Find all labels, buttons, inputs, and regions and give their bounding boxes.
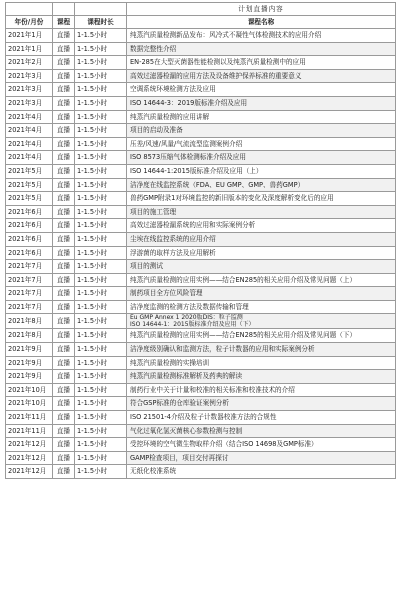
- table-row: [6, 246, 396, 260]
- month-cell: 2021年7月: [6, 260, 53, 274]
- course-name-cell: 洁净度在线监控系统（FDA、EU GMP、GMP、兽药GMP）: [127, 178, 396, 192]
- course-name-cell: 受控环境的空气微生物取样介绍（结合ISO 14698及GMP标准）: [127, 438, 396, 452]
- course-name-cell: GAMP检查项目，项目交付再探讨: [127, 451, 396, 465]
- month-cell: 2021年6月: [6, 205, 53, 219]
- column-header-duration: 课程时长: [75, 16, 127, 29]
- course-name-cell: ISO 14644-3：2019版标准介绍及应用: [127, 96, 396, 110]
- course-type-cell: 直播: [53, 438, 75, 452]
- course-name-cell: ISO 21501-4介绍及粒子计数器校准方法的合规性: [127, 411, 396, 425]
- month-cell: 2021年8月: [6, 329, 53, 343]
- table-title: 计划直播内容: [127, 3, 396, 16]
- course-name-cell: 无纸化校准系统: [127, 465, 396, 479]
- month-cell: 2021年7月: [6, 300, 53, 314]
- course-type-cell: 直播: [53, 370, 75, 384]
- month-cell: 2021年1月: [6, 42, 53, 56]
- table-row: [6, 219, 396, 233]
- duration-cell: 1-1.5小时: [75, 343, 127, 357]
- course-name-cell: 压差/风速/风量/气流流型监测案例介绍: [127, 137, 396, 151]
- course-type-cell: 直播: [53, 205, 75, 219]
- column-header-type: 课程: [53, 16, 75, 29]
- course-name-cell: ISO 14644-1:2015版标准介绍及应用（上）: [127, 164, 396, 178]
- month-cell: 2021年10月: [6, 383, 53, 397]
- course-name-cell: 纯蒸汽质量检测的应用讲解: [127, 110, 396, 124]
- course-type-cell: 直播: [53, 124, 75, 138]
- table-body: [6, 29, 396, 479]
- month-cell: 2021年9月: [6, 356, 53, 370]
- course-type-cell: 直播: [53, 56, 75, 70]
- table-row: [6, 273, 396, 287]
- table-row: [6, 151, 396, 165]
- duration-cell: 1-1.5小时: [75, 83, 127, 97]
- month-cell: 2021年3月: [6, 96, 53, 110]
- course-name-cell: 纯蒸汽质量检测的实操培训: [127, 356, 396, 370]
- course-type-cell: 直播: [53, 137, 75, 151]
- table-row: [6, 370, 396, 384]
- duration-cell: 1-1.5小时: [75, 329, 127, 343]
- schedule-table-container: [5, 2, 395, 479]
- duration-cell: 1-1.5小时: [75, 465, 127, 479]
- course-type-cell: 直播: [53, 29, 75, 43]
- duration-cell: 1-1.5小时: [75, 42, 127, 56]
- month-cell: 2021年6月: [6, 246, 53, 260]
- course-name-cell: 纯蒸汽质量检测标准解析及药典的解读: [127, 370, 396, 384]
- month-cell: 2021年4月: [6, 137, 53, 151]
- course-type-cell: 直播: [53, 178, 75, 192]
- table-row: [6, 356, 396, 370]
- course-name-cell: EN-285在大型灭菌器性能检测以及纯蒸汽质量检测中的应用: [127, 56, 396, 70]
- course-type-cell: 直播: [53, 424, 75, 438]
- course-type-cell: 直播: [53, 383, 75, 397]
- month-cell: 2021年1月: [6, 29, 53, 43]
- course-type-cell: 直播: [53, 300, 75, 314]
- course-type-cell: 直播: [53, 69, 75, 83]
- course-name-cell: 气化过氧化氢灭菌核心参数检测与控制: [127, 424, 396, 438]
- table-row: [6, 465, 396, 479]
- course-name-cell: 制药项目全方位风险管理: [127, 287, 396, 301]
- duration-cell: 1-1.5小时: [75, 56, 127, 70]
- course-name-cell: 纯蒸汽质量检测新品发布：风冷式不凝性气体检测技术的应用介绍: [127, 29, 396, 43]
- duration-cell: 1-1.5小时: [75, 370, 127, 384]
- duration-cell: 1-1.5小时: [75, 356, 127, 370]
- month-cell: 2021年6月: [6, 232, 53, 246]
- course-name-cell: 高效过滤器检漏系统的应用和实际案例分析: [127, 219, 396, 233]
- course-type-cell: 直播: [53, 219, 75, 233]
- course-type-cell: 直播: [53, 151, 75, 165]
- month-cell: 2021年8月: [6, 314, 53, 329]
- table-row: [6, 287, 396, 301]
- course-type-cell: 直播: [53, 246, 75, 260]
- month-cell: 2021年9月: [6, 370, 53, 384]
- course-name-cell: ISO 8573压缩气体检测标准介绍及应用: [127, 151, 396, 165]
- month-cell: 2021年11月: [6, 411, 53, 425]
- table-row: [6, 438, 396, 452]
- course-name-cell: 制药行业中关于计量和校准的相关标准和校准技术的介绍: [127, 383, 396, 397]
- month-cell: 2021年3月: [6, 83, 53, 97]
- course-name-cell: 纯蒸汽质量检测的应用实例——结合EN285的相关应用介绍及常见问题（下）: [127, 329, 396, 343]
- duration-cell: 1-1.5小时: [75, 178, 127, 192]
- course-name-cell: 空调系统环境检测方法及应用: [127, 83, 396, 97]
- duration-cell: 1-1.5小时: [75, 151, 127, 165]
- table-row: [6, 124, 396, 138]
- course-name-cell: 项目的测试: [127, 260, 396, 274]
- column-header-month: 年份/月份: [6, 16, 53, 29]
- table-row: [6, 178, 396, 192]
- table-header-row: [6, 16, 396, 29]
- duration-cell: 1-1.5小时: [75, 219, 127, 233]
- duration-cell: 1-1.5小时: [75, 232, 127, 246]
- month-cell: 2021年7月: [6, 273, 53, 287]
- course-type-cell: 直播: [53, 329, 75, 343]
- month-cell: 2021年5月: [6, 178, 53, 192]
- month-cell: 2021年6月: [6, 219, 53, 233]
- table-row: [6, 329, 396, 343]
- table-row: [6, 69, 396, 83]
- duration-cell: 1-1.5小时: [75, 287, 127, 301]
- course-type-cell: 直播: [53, 451, 75, 465]
- table-row: [6, 110, 396, 124]
- course-name-cell: 洁净度监测的检测方法及数据传输和管理: [127, 300, 396, 314]
- month-cell: 2021年12月: [6, 451, 53, 465]
- course-type-cell: 直播: [53, 465, 75, 479]
- table-title-row: [6, 3, 396, 16]
- table-row: [6, 42, 396, 56]
- duration-cell: 1-1.5小时: [75, 192, 127, 206]
- table-row: [6, 232, 396, 246]
- course-type-cell: 直播: [53, 232, 75, 246]
- course-name-cell: 数据完整性介绍: [127, 42, 396, 56]
- month-cell: 2021年4月: [6, 110, 53, 124]
- duration-cell: 1-1.5小时: [75, 383, 127, 397]
- course-type-cell: 直播: [53, 83, 75, 97]
- table-row: [6, 56, 396, 70]
- course-type-cell: 直播: [53, 260, 75, 274]
- live-course-schedule-table: [5, 2, 396, 479]
- course-type-cell: 直播: [53, 343, 75, 357]
- month-cell: 2021年3月: [6, 69, 53, 83]
- course-name-cell: 符合GSP标准的仓库验证案例分析: [127, 397, 396, 411]
- course-type-cell: 直播: [53, 397, 75, 411]
- course-name-cell: 纯蒸汽质量检测的应用实例——结合EN285的相关应用介绍及常见问题（上）: [127, 273, 396, 287]
- course-type-cell: 直播: [53, 287, 75, 301]
- duration-cell: 1-1.5小时: [75, 451, 127, 465]
- table-row: [6, 192, 396, 206]
- course-type-cell: 直播: [53, 96, 75, 110]
- table-row: [6, 383, 396, 397]
- course-type-cell: 直播: [53, 411, 75, 425]
- table-row: [6, 164, 396, 178]
- table-row: [6, 424, 396, 438]
- duration-cell: 1-1.5小时: [75, 411, 127, 425]
- course-type-cell: 直播: [53, 110, 75, 124]
- table-row: [6, 29, 396, 43]
- month-cell: 2021年5月: [6, 164, 53, 178]
- course-name-cell: 浮游菌的取样方法及应用解析: [127, 246, 396, 260]
- table-title-duration-spacer: [75, 3, 127, 16]
- duration-cell: 1-1.5小时: [75, 438, 127, 452]
- table-row: [6, 137, 396, 151]
- table-row: [6, 260, 396, 274]
- duration-cell: 1-1.5小时: [75, 424, 127, 438]
- month-cell: 2021年4月: [6, 151, 53, 165]
- table-row: [6, 451, 396, 465]
- table-row: [6, 205, 396, 219]
- table-row: [6, 300, 396, 314]
- month-cell: 2021年12月: [6, 438, 53, 452]
- course-type-cell: 直播: [53, 273, 75, 287]
- course-type-cell: 直播: [53, 42, 75, 56]
- duration-cell: 1-1.5小时: [75, 110, 127, 124]
- course-name-cell: Eu GMP Annex 1 2020版DIS：粒子监测 ISO 14644-1：2015版标准介绍及应用（下）: [127, 314, 396, 329]
- month-cell: 2021年7月: [6, 287, 53, 301]
- table-row: [6, 83, 396, 97]
- course-name-cell: 尘埃在线监控系统的应用介绍: [127, 232, 396, 246]
- duration-cell: 1-1.5小时: [75, 205, 127, 219]
- duration-cell: 1-1.5小时: [75, 397, 127, 411]
- table-row: [6, 343, 396, 357]
- table-title-type-spacer: [53, 3, 75, 16]
- duration-cell: 1-1.5小时: [75, 137, 127, 151]
- course-type-cell: 直播: [53, 192, 75, 206]
- course-name-cell: 项目的启动及准备: [127, 124, 396, 138]
- course-name-cell: 高效过滤器检漏的应用方法及设备维护保养标准的重要意义: [127, 69, 396, 83]
- course-name-cell: 洁净度级别确认和监测方法，粒子计数器的应用和实际案例分析: [127, 343, 396, 357]
- duration-cell: 1-1.5小时: [75, 29, 127, 43]
- course-name-cell: 项目的施工管理: [127, 205, 396, 219]
- month-cell: 2021年2月: [6, 56, 53, 70]
- duration-cell: 1-1.5小时: [75, 273, 127, 287]
- month-cell: 2021年5月: [6, 192, 53, 206]
- month-cell: 2021年12月: [6, 465, 53, 479]
- table-title-month-spacer: [6, 3, 53, 16]
- month-cell: 2021年4月: [6, 124, 53, 138]
- duration-cell: 1-1.5小时: [75, 260, 127, 274]
- table-row: [6, 314, 396, 329]
- course-name-cell: 兽药GMP附录1对环境监控的新旧版本的变化及深度解析变化后的应用: [127, 192, 396, 206]
- table-row: [6, 411, 396, 425]
- column-header-name: 课程名称: [127, 16, 396, 29]
- duration-cell: 1-1.5小时: [75, 300, 127, 314]
- course-type-cell: 直播: [53, 314, 75, 329]
- month-cell: 2021年11月: [6, 424, 53, 438]
- month-cell: 2021年10月: [6, 397, 53, 411]
- course-type-cell: 直播: [53, 356, 75, 370]
- duration-cell: 1-1.5小时: [75, 246, 127, 260]
- month-cell: 2021年9月: [6, 343, 53, 357]
- duration-cell: 1-1.5小时: [75, 96, 127, 110]
- duration-cell: 1-1.5小时: [75, 69, 127, 83]
- course-type-cell: 直播: [53, 164, 75, 178]
- table-row: [6, 397, 396, 411]
- duration-cell: 1-1.5小时: [75, 124, 127, 138]
- duration-cell: 1-1.5小时: [75, 314, 127, 329]
- table-row: [6, 96, 396, 110]
- duration-cell: 1-1.5小时: [75, 164, 127, 178]
